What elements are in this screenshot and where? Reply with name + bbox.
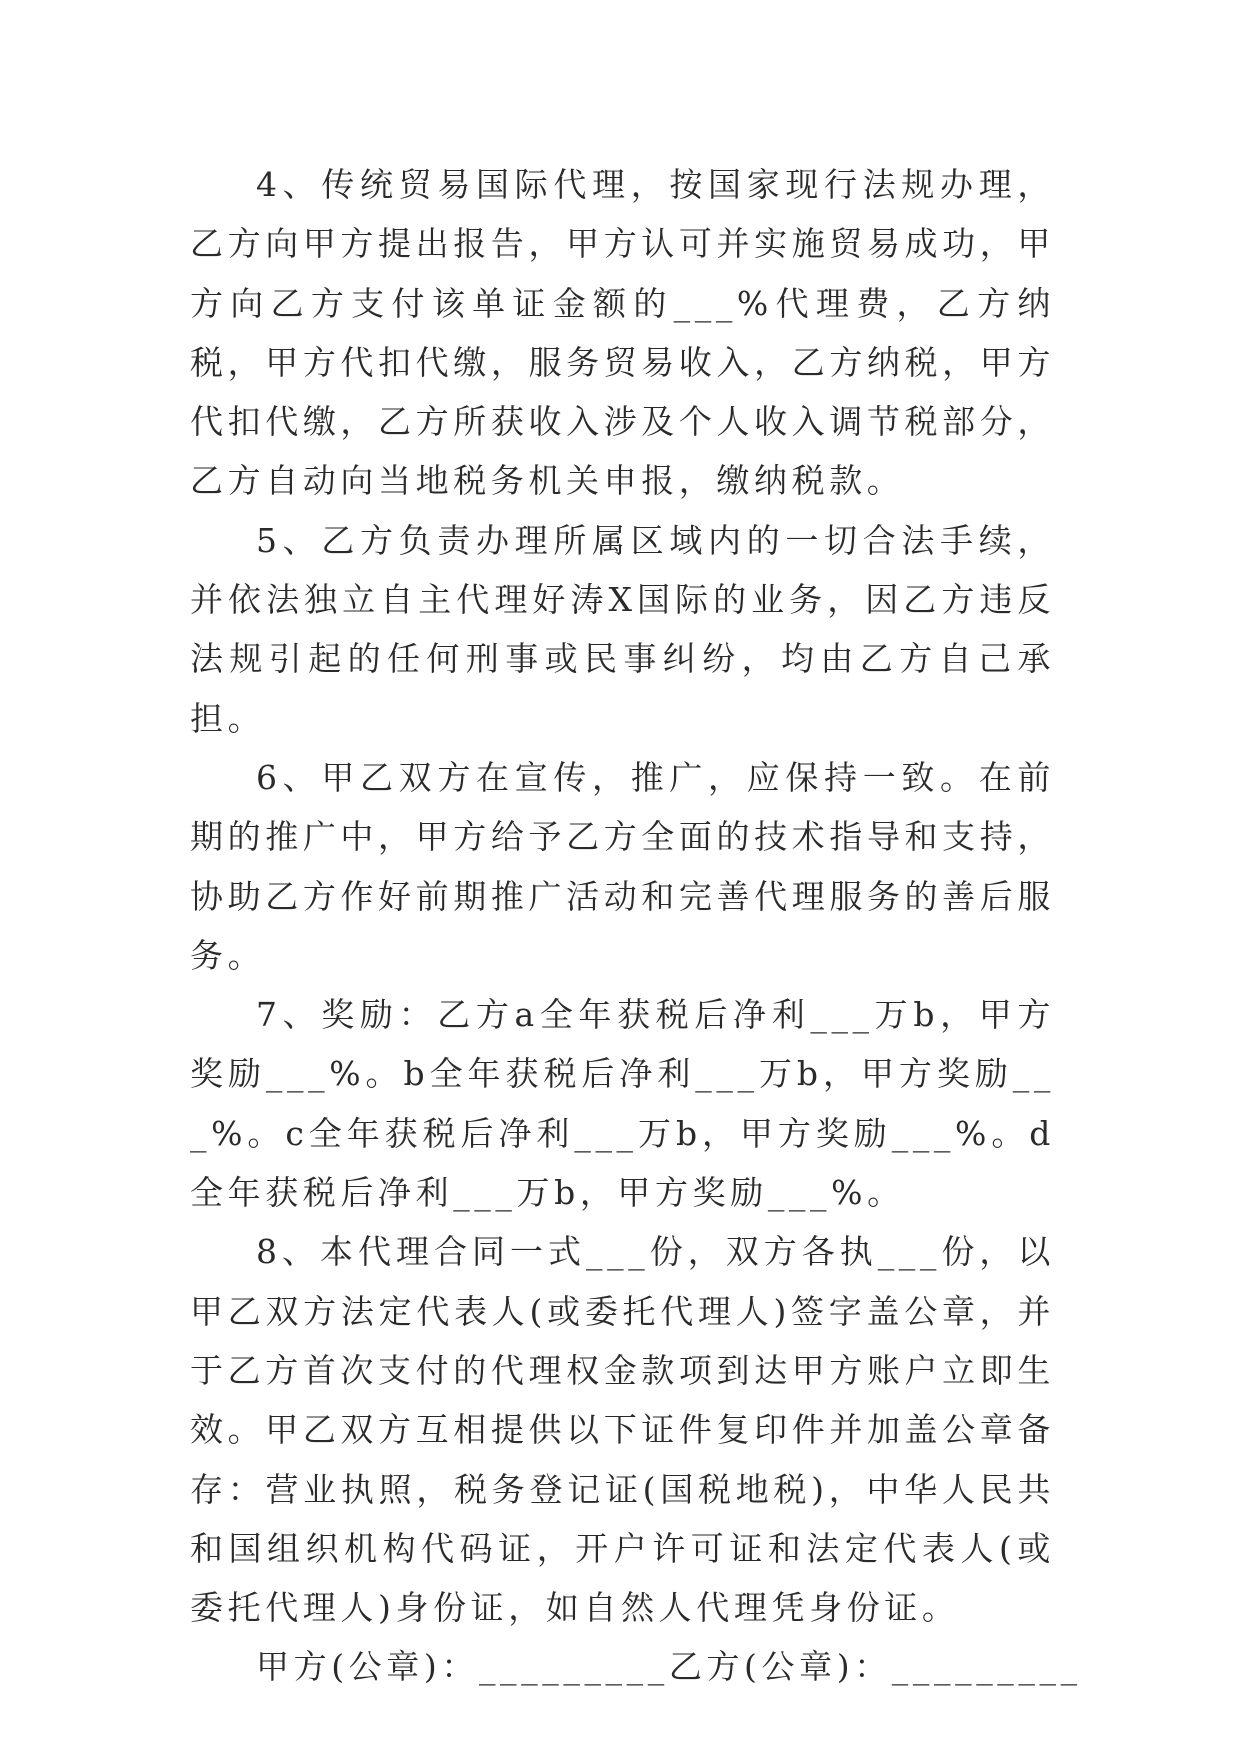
clause-8: 8、本代理合同一式___份，双方各执___份，以甲乙双方法定代表人(或委托代理人)签字盖公章，并于乙方首次支付的代理权金款项到达甲方账户立即生效。甲乙双方互相提供以下证件复印件并加盖公章备存：营业执照，税务登记证(国税地税)，中华人民共和国组织机构代码证，开户许可证和法定代表人(或委托代理人)身份证，如自然人代理凭身份证。 <box>190 1232 1055 1628</box>
clause-6: 6、甲乙双方在宣传，推广，应保持一致。在前期的推广中，甲方给予乙方全面的技术指导和支持，协助乙方作好前期推广活动和完善代理服务的善后服务。 <box>190 757 1055 975</box>
contract-body <box>190 155 1082 1697</box>
signature-line: 甲方(公章)：_________乙方(公章)：_________ <box>256 1647 1082 1687</box>
clause-7-rewards: 7、奖励：乙方a全年获税后净利___万b，甲方奖励___%。b全年获税后净利___万b，甲方奖励___%。c全年获税后净利___万b，甲方奖励___%。d全年获税后净利___万b，甲方奖励___%。 <box>190 995 1055 1213</box>
clause-5: 5、乙方负责办理所属区域内的一切合法手续，并依法独立自主代理好涛X国际的业务，因乙方违反法规引起的任何刑事或民事纠纷，均由乙方自己承担。 <box>190 520 1055 738</box>
clause-4: 4、传统贸易国际代理，按国家现行法规办理，乙方向甲方提出报告，甲方认可并实施贸易成功，甲方向乙方支付该单证金额的___%代理费，乙方纳税，甲方代扣代缴，服务贸易收入，乙方纳税，甲方代扣代缴，乙方所获收入涉及个人收入调节税部分，乙方自动向当地税务机关申报，缴纳税款。 <box>190 165 1055 501</box>
